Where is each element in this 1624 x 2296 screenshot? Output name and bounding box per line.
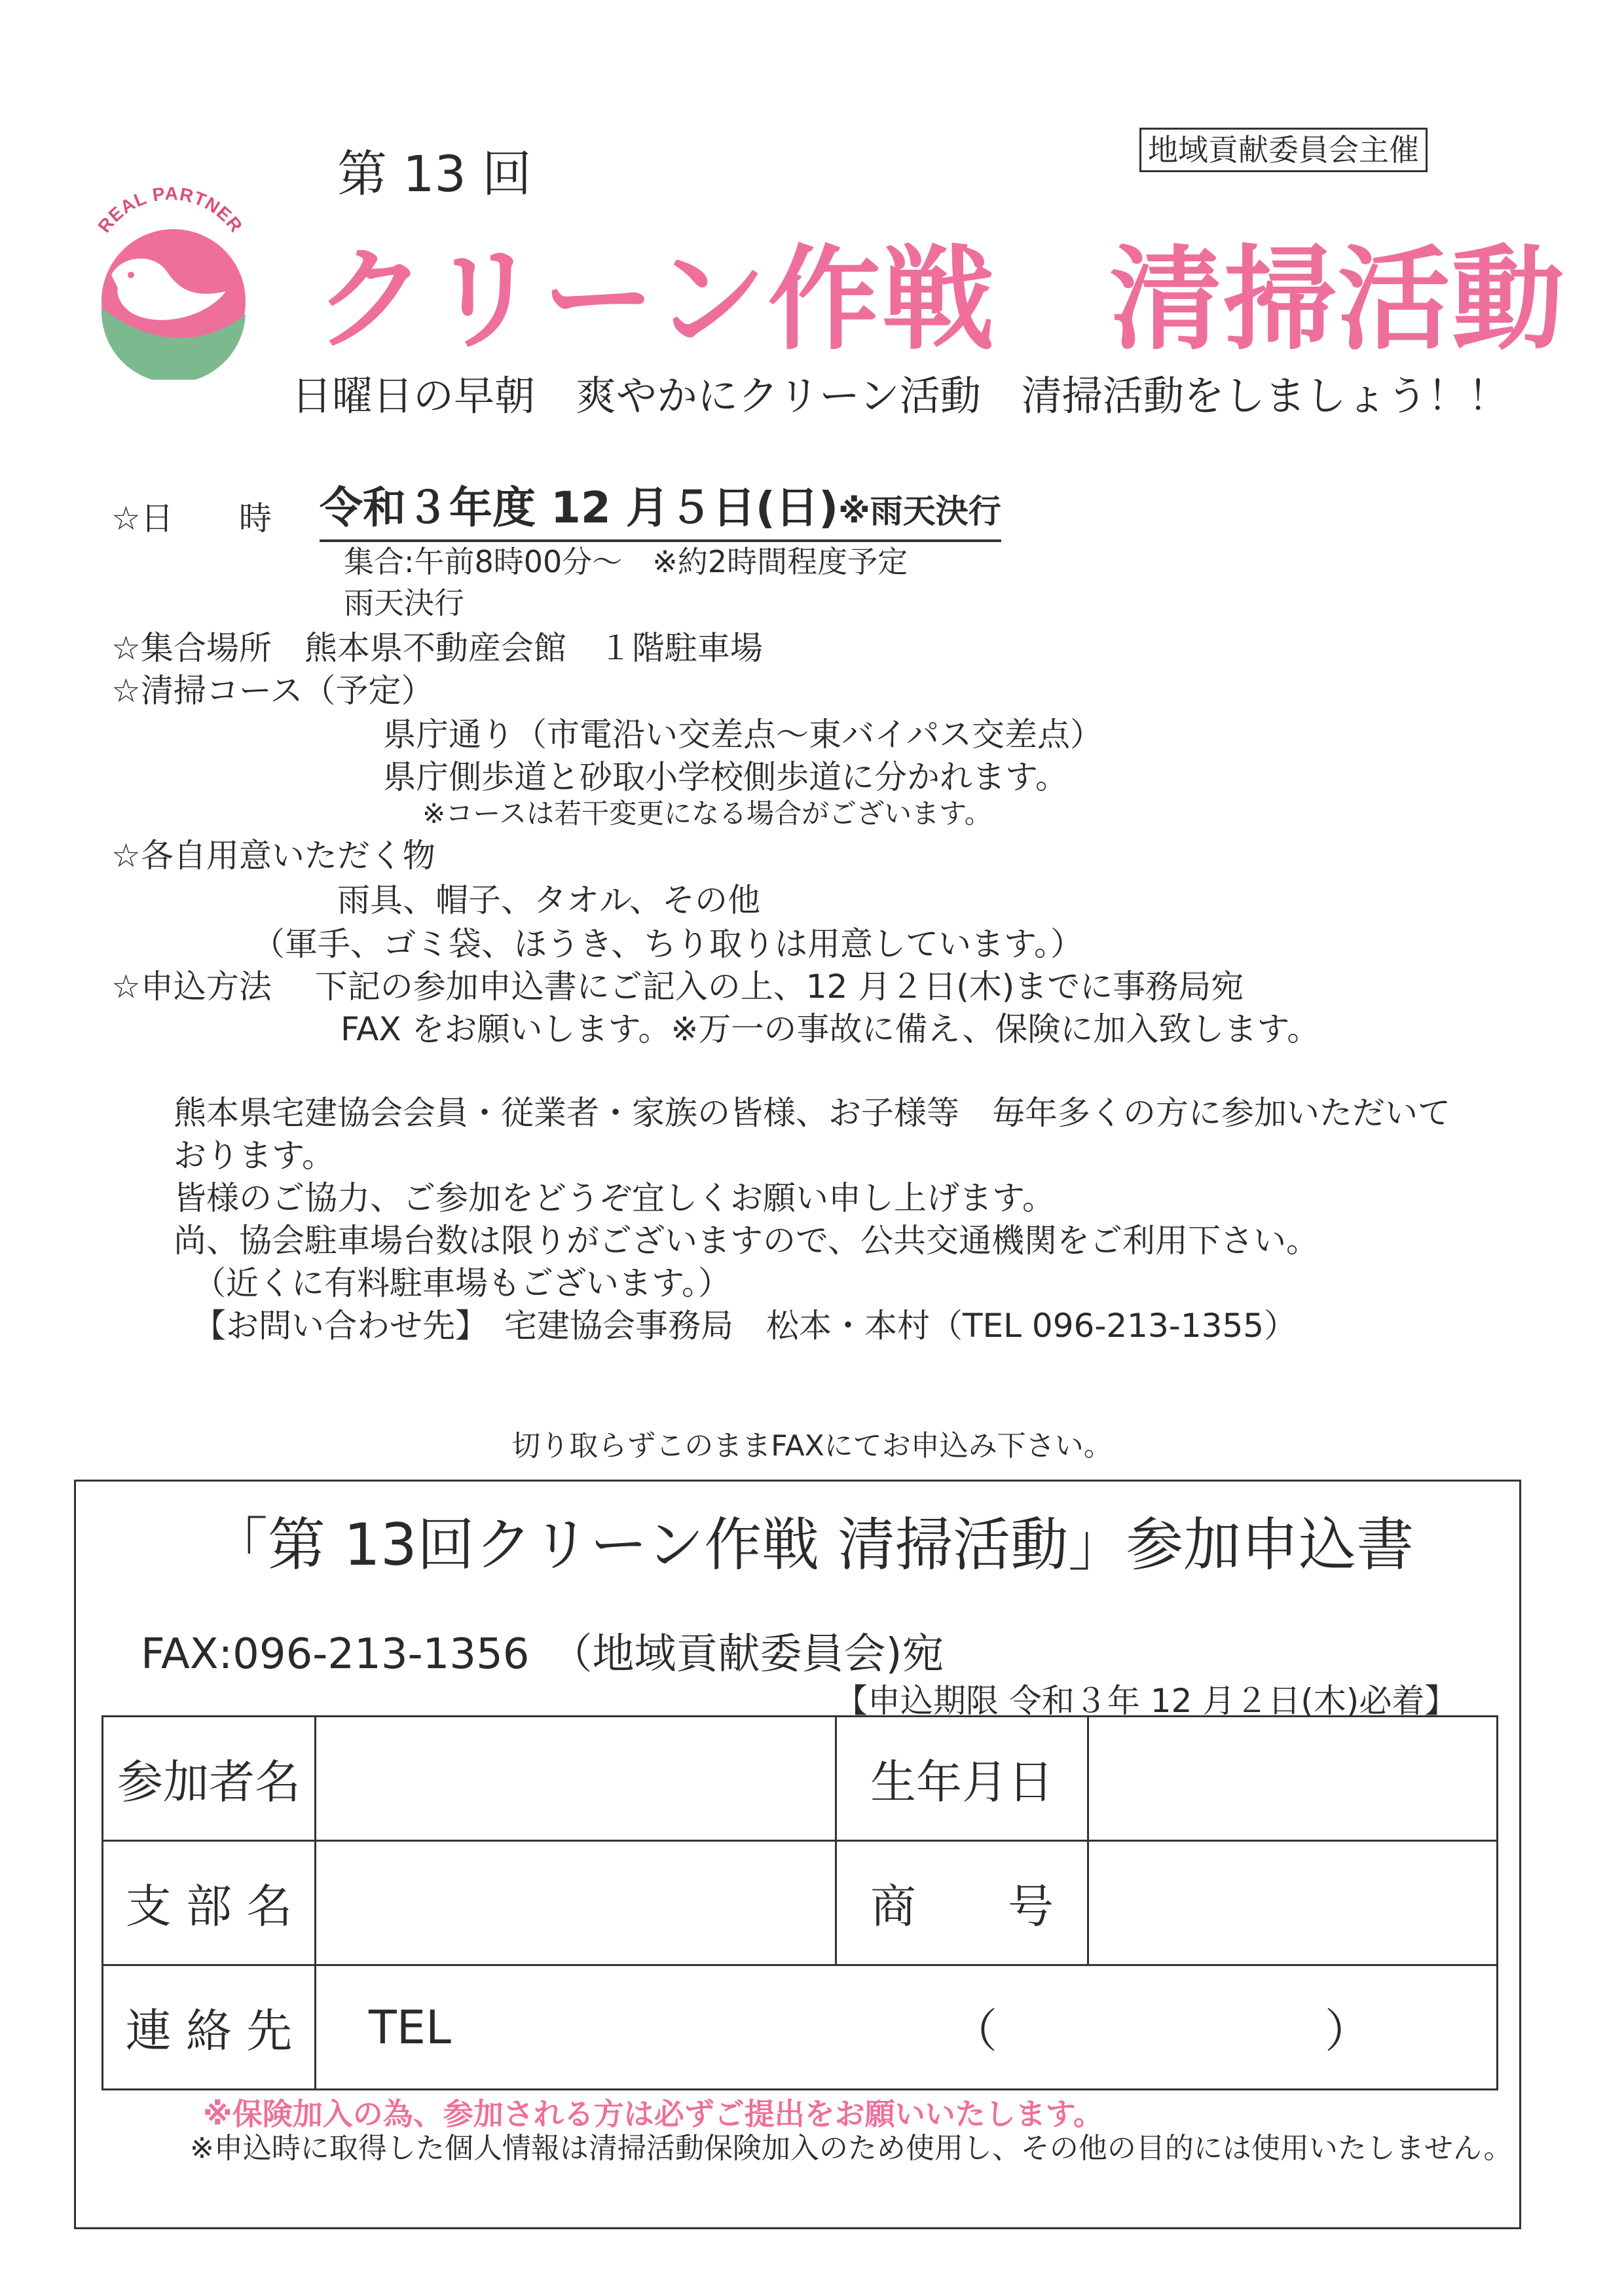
tel-label: TEL [369,2000,451,2054]
items-line-2: （軍手、ゴミ袋、ほうき、ちり取りは用意しています。） [252,925,1083,963]
apply-line-1: ☆申込方法 下記の参加申込書にご記入の上、12 月２日(木)までに事務局宛 [111,968,1244,1006]
branch-label: 支 部 名 [103,1841,316,1965]
message-line-4: 尚、協会駐車場台数は限りがございますので、公共交通機関をご利用下さい。 [174,1222,1319,1260]
branch-field[interactable] [316,1841,836,1965]
table-row [103,1841,1498,1965]
form-title: 「第 13回クリーン作戦 清掃活動」参加申込書 [210,1511,1414,1578]
real-partner-logo [82,177,259,380]
contact-field[interactable] [316,1965,1498,2090]
cut-note: 切り取らずこのままFAXにてお申込み下さい。 [511,1429,1113,1463]
message-line-3: 皆様のご協力、ご参加をどうぞ宜しくお願い申し上げます。 [174,1179,1055,1217]
birth-label: 生年月日 [836,1717,1088,1841]
rain-policy: 雨天決行 [344,585,464,621]
dove-eye [128,272,134,278]
insurance-warning: ※保険加入の為、参加される方は必ずご提出をお願いいたします。 [203,2096,1104,2132]
edition-number: 第 13 回 [337,145,532,203]
table-row [103,1717,1498,1841]
logo-text: REAL PARTNER [94,183,247,236]
deadline: 【申込期限 令和３年 12 月２日(木)必着】 [835,1682,1458,1720]
table-row [103,1965,1498,2090]
items-line-1: 雨具、帽子、タオル、その他 [337,881,760,919]
svg-text:REAL PARTNER [94,183,246,236]
privacy-note: ※申込時に取得した個人情報は清掃活動保険加入のため使用し、その他の目的には使用いたしません。 [190,2132,1513,2165]
company-label: 商 号 [836,1841,1088,1965]
date-label: ☆日 時 [111,500,272,538]
tagline: 日曜日の早朝 爽やかにクリーン活動 清掃活動をしましょう！！ [291,372,1509,420]
course-line-1: 県庁通り（市電沿い交差点～東バイパス交差点） [383,716,1103,754]
course-label: ☆清掃コース（予定） [111,672,434,710]
message-line-2: おります。 [174,1137,335,1175]
rain-note: ※雨天決行 [838,492,1001,530]
contact-label: 連 絡 先 [103,1965,316,2090]
paren-close: ） [1325,2004,1371,2058]
name-field[interactable] [316,1717,836,1841]
date-text: 令和３年度 12 月５日(日) [320,483,839,533]
company-field[interactable] [1088,1841,1498,1965]
fax-number: FAX:096-213-1356 （地域貢献委員会)宛 [141,1630,944,1679]
birth-field[interactable] [1088,1717,1498,1841]
gather-time: 集合:午前8時00分～ ※約2時間程度予定 [344,544,908,579]
meeting-place: ☆集合場所 熊本県不動産会館 １階駐車場 [111,629,763,667]
organizer-label: 地域貢献委員会主催 [1139,128,1428,172]
date-value [320,481,1001,542]
event-title: クリーン作戦 清掃活動 [314,234,1566,365]
course-line-2: 県庁側歩道と砂取小学校側歩道に分かれます。 [383,758,1068,796]
name-label: 参加者名 [103,1717,316,1841]
entry-table [101,1715,1498,2090]
contact-info: 【お問い合わせ先】 宅建協会事務局 松本・本村（TEL 096-213-1355） [193,1307,1297,1345]
items-label: ☆各自用意いただく物 [111,837,435,875]
course-note: ※コースは若干変更になる場合がございます。 [422,797,992,829]
message-line-5: （近くに有料駐車場もございます。） [193,1264,731,1302]
paren-open: （ [951,2004,997,2058]
message-line-1: 熊本県宅建協会会員・従業者・家族の皆様、お子様等 毎年多くの方に参加いただいて [174,1094,1450,1132]
apply-line-2: FAX をお願いします。※万一の事故に備え、保険に加入致します。 [341,1010,1320,1048]
